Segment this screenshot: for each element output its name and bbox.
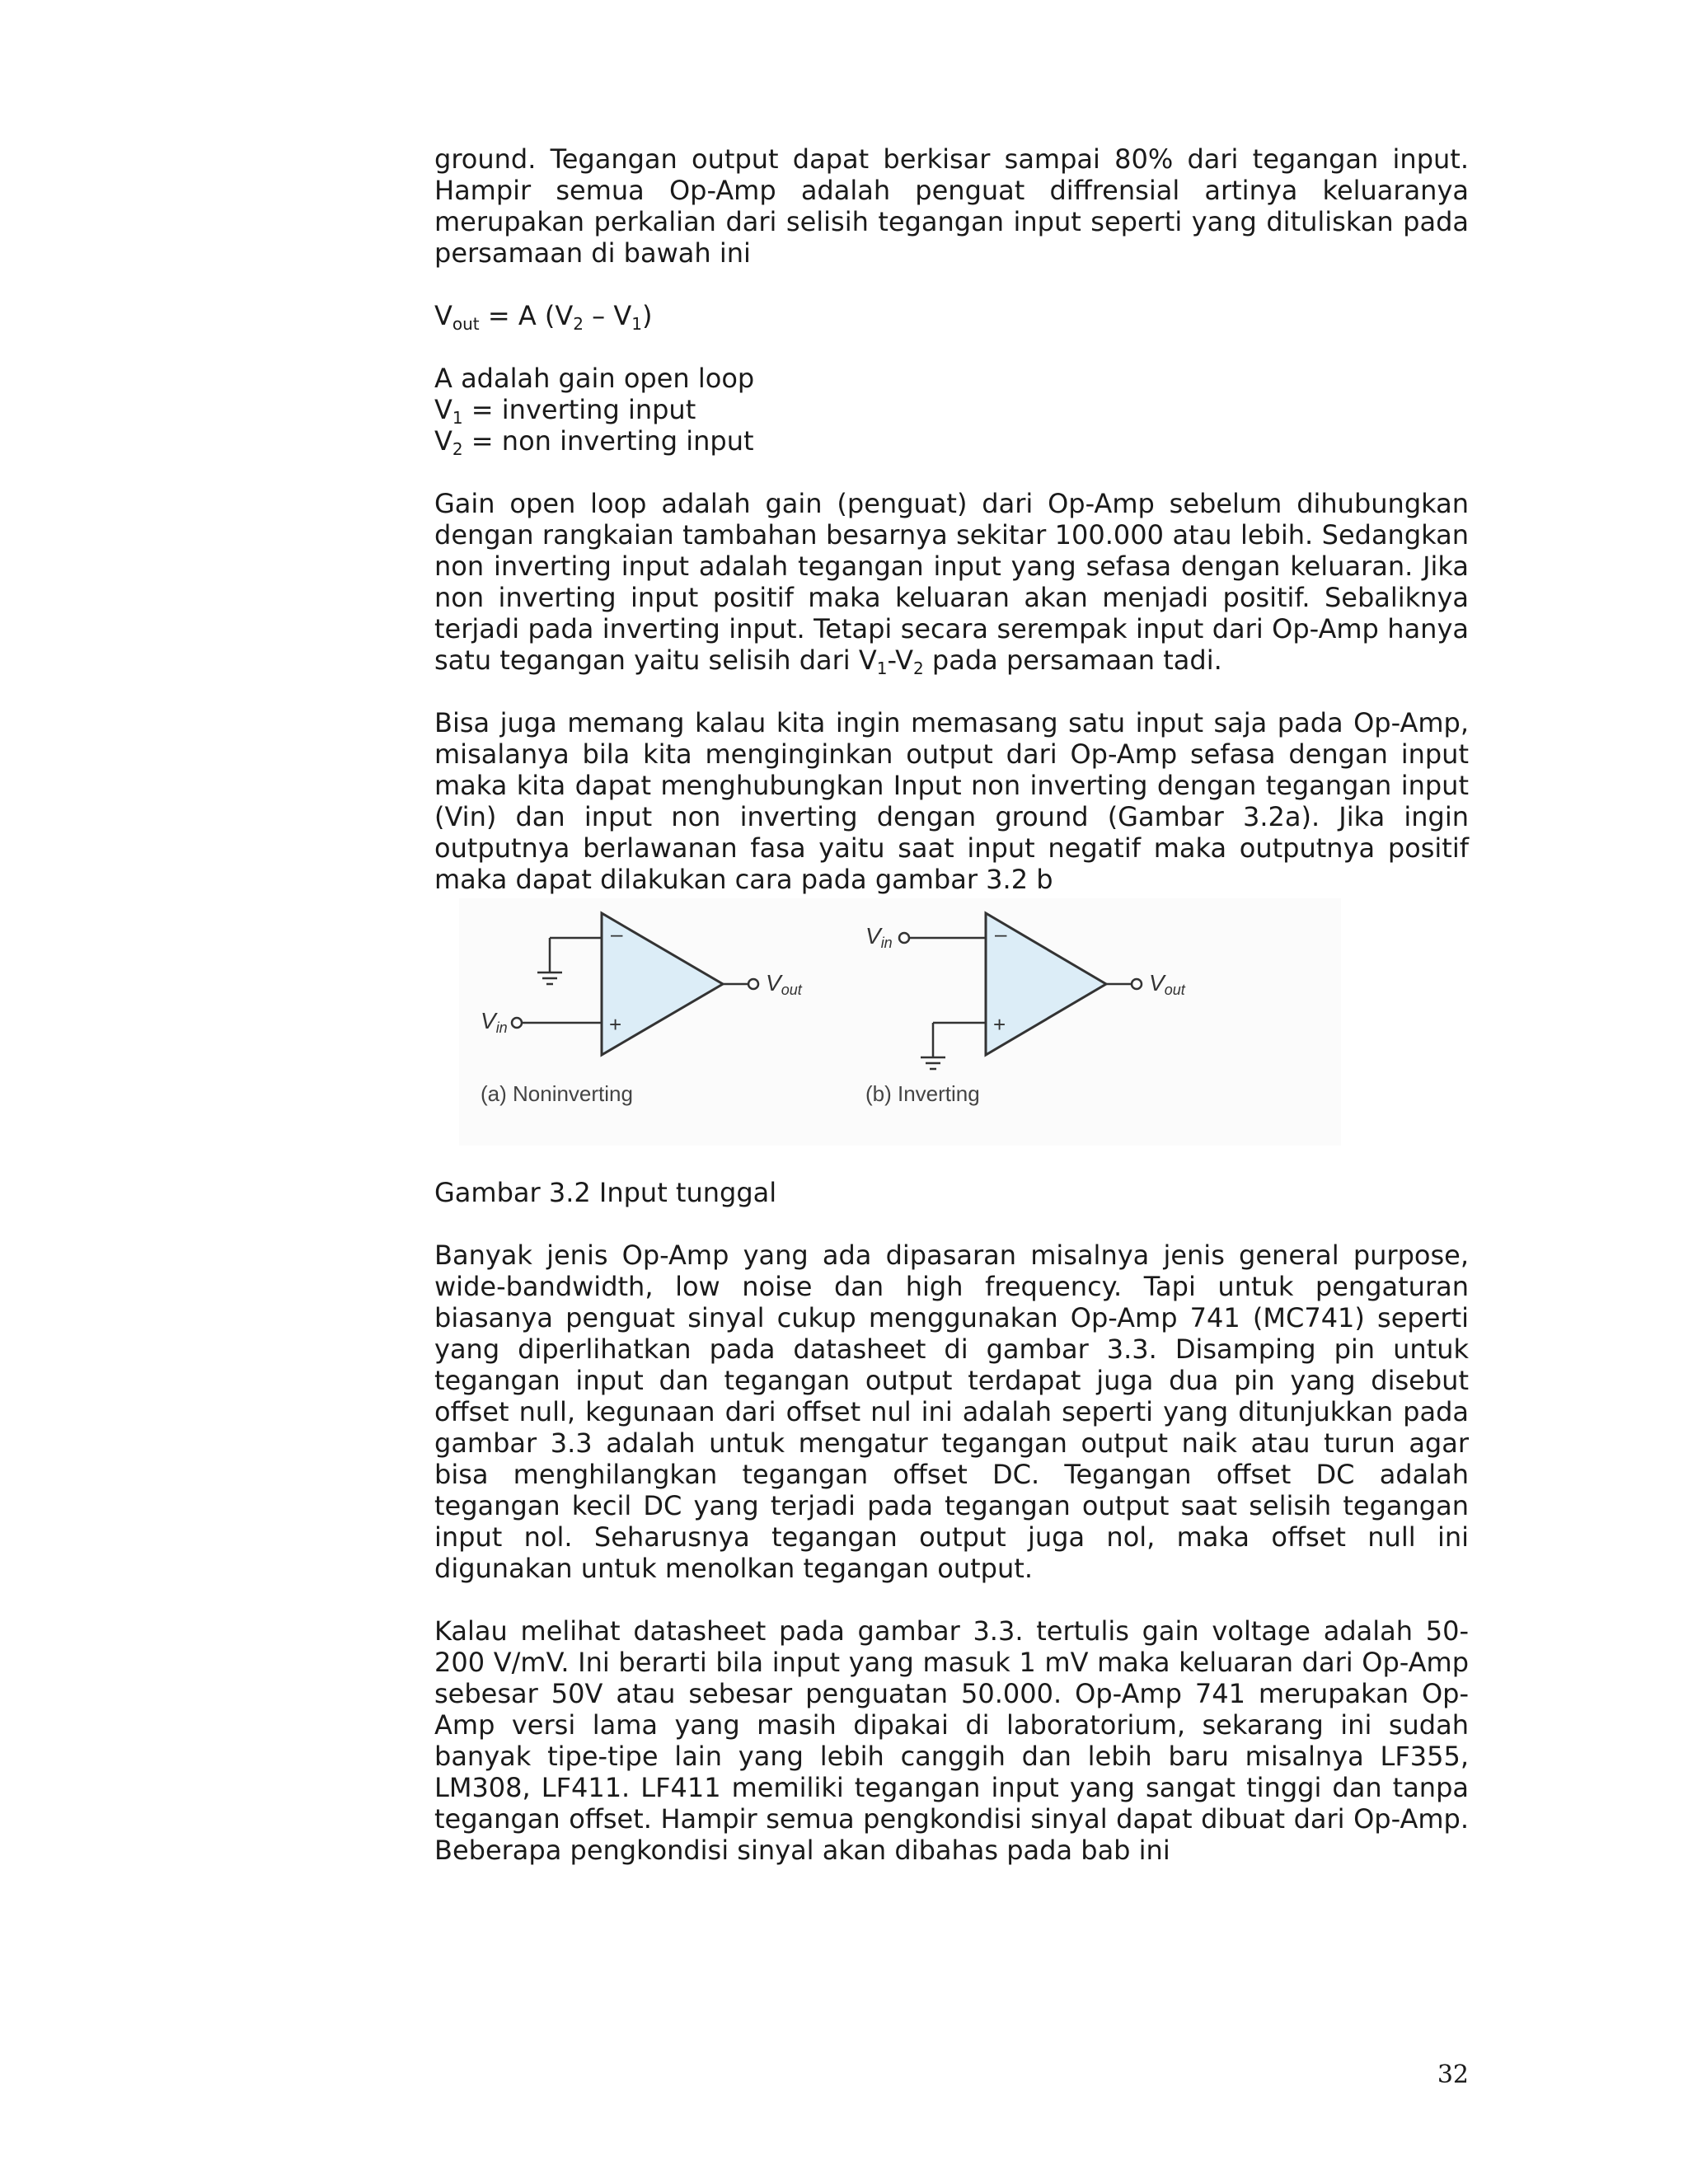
figure-opamp-single-input <box>434 898 1469 1146</box>
paragraph-opamp-types: Banyak jenis Op-Amp yang ada dipasaran misalnya jenis general purpose, wide-bandwidth, low noise dan high frequency. Tapi untuk pengaturan biasanya penguat sinyal cukup menggunakan Op-Amp 741 (MC741) seperti yang diperlihatkan pada datasheet di gambar 3.3. Disamping pin untuk tegangan input dan tegangan output terdapat juga dua pin yang disebut offset null, kegunaan dari offset nul ini adalah seperti yang ditunjukkan pada gambar 3.3 adalah untuk mengatur tegangan output naik atau turun agar bisa menghilangkan tegangan offset DC. Tegangan offset DC adalah tegangan kecil DC yang terjadi pada tegangan output saat selisih tegangan input nol. Seharusnya tegangan output juga nol, maka offset null ini digunakan untuk menolkan tegangan output. <box>434 1240 1469 1584</box>
opamp-a-plus-label: + <box>609 1012 622 1037</box>
opamp-a-vin-label: Vin <box>481 1008 508 1036</box>
opamp-b-vin-label: Vin <box>865 923 893 951</box>
diff-sub-1: 1 <box>876 658 888 678</box>
paragraph-opamp-intro: ground. Tegangan output dapat berkisar sampai 80% dari tegangan input. Hampir semua Op-Amp adalah penguat diffrensial artinya keluaranya merupakan perkalian dari selisih tegangan input seperti yang dituliskan pada persamaan di bawah ini <box>434 143 1469 269</box>
eq-close: ) <box>641 300 653 331</box>
def-v1-text: = inverting input <box>462 394 696 425</box>
eq-middle: = A (V <box>479 300 574 331</box>
def-v: V <box>434 394 452 425</box>
definition-a: A adalah gain open loop <box>434 363 755 394</box>
paragraph-datasheet-gain: Kalau melihat datasheet pada gambar 3.3. tertulis gain voltage adalah 50-200 V/mV. Ini berarti bila input yang masuk 1 mV maka keluaran dari Op-Amp sebesar 50V atau sebesar penguatan 50.000. Op-Amp 741 merupakan Op-Amp versi lama yang masih dipakai di laboratorium, sekarang ini sudah banyak tipe-tipe lain yang lebih canggih dan lebih baru misalnya LF355, LM308, LF411. LF411 memiliki tegangan input yang sangat tinggi dan tanpa tegangan offset. Hampir semua pengkondisi sinyal dapat dibuat dari Op-Amp. Beberapa pengkondisi sinyal akan dibahas pada bab ini <box>434 1615 1469 1866</box>
def-sub-2: 2 <box>452 439 463 459</box>
diff-v: V <box>895 644 914 676</box>
paragraph-gain-open-loop <box>434 488 1469 676</box>
opamp-b-vout-label: Vout <box>1149 970 1185 998</box>
diff-sub-2: 2 <box>913 658 924 678</box>
opamp-diagrams <box>434 898 1469 1146</box>
diff-v: V <box>858 644 877 676</box>
figure-caption: Gambar 3.2 Input tunggal <box>434 1177 777 1208</box>
def-v: V <box>434 425 452 457</box>
eq-minus: – V <box>583 300 632 331</box>
eq-sub-1: 1 <box>631 314 642 334</box>
def-sub-1: 1 <box>452 408 463 428</box>
opamp-a-vout-label: Vout <box>766 970 802 998</box>
output-terminal-icon <box>1132 979 1142 989</box>
opamp-a-minus-label: – <box>611 921 623 946</box>
def-v2-text: = non inverting input <box>462 425 754 457</box>
caption-noninverting: (a) Noninverting <box>481 1081 633 1106</box>
opamp-b-minus-label: – <box>995 921 1007 946</box>
caption-inverting: (b) Inverting <box>865 1081 980 1106</box>
opamp-b-plus-label: + <box>993 1012 1006 1037</box>
p3-text: Gain open loop adalah gain (penguat) dari Op-Amp sebelum dihubungkan dengan rangkaian tambahan besarnya sekitar 100.000 atau lebih. Sedangkan non inverting input adalah tegangan input yang sefasa dengan keluaran. Jika non inverting input positif maka keluaran akan menjadi positif. Sebaliknya terjadi pada inverting input. Tetapi secara serempak input dari Op-Amp hanya satu tegangan yaitu selisih dari <box>434 488 1469 676</box>
eq-v: V <box>434 300 452 331</box>
diff-dash: - <box>887 644 896 676</box>
definition-v2 <box>434 425 1469 457</box>
definition-v1 <box>434 394 1469 428</box>
paragraph-single-input: Bisa juga memang kalau kita ingin memasang satu input saja pada Op-Amp, misalanya bila kita menginginkan output dari Op-Amp sefasa dengan input maka kita dapat menghubungkan Input non inverting dengan tegangan input (Vin) dan input non inverting dengan ground (Gambar 3.2a). Jika ingin outputnya berlawanan fasa yaitu saat input negatif maka outputnya positif maka dapat dilakukan cara pada gambar 3.2 b <box>434 707 1469 895</box>
equation-vout <box>434 300 1469 334</box>
output-terminal-icon <box>748 979 758 989</box>
page-number: 32 <box>1437 2060 1469 2089</box>
p3-end: pada persamaan tadi. <box>923 644 1222 676</box>
input-terminal-icon <box>512 1018 522 1028</box>
eq-sub-2: 2 <box>573 314 584 334</box>
input-terminal-icon <box>899 933 909 943</box>
eq-sub-out: out <box>452 314 480 334</box>
document-body <box>434 143 1469 1866</box>
